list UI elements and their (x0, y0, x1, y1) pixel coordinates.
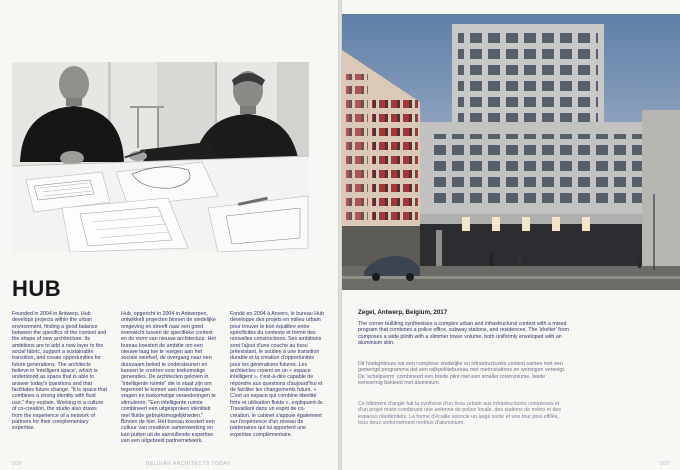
body-column-english: Founded in 2004 in Antwerp, Hub develops projects within the urban environment, finding a good balance between the specifics of the context and the shape of new architecture. Its ambitions are to add a new layer to the social fabric, support a sustainable transition, and create opportunities for future generations. The architects believe in 'intelligent space', which is understood as space that is able to answer today's questions and that facilitates future change. "It is space that combines a strong identity with fluid use," they explain. Working in a culture of co-creation, the studio also draws from the experience of a network of partners for their complementary expertise. (12, 311, 107, 432)
page-title: HUB (12, 276, 62, 301)
body-column-dutch: Hub, opgericht in 2004 in Antwerpen, ontwikkelt projecten binnen de stedelijke omgeving en streeft naar een goed evenwicht tussen de specifieke context en de vorm van nieuwe architectuur. Het bureau koestert de ambitie om een nieuwe laag toe te voegen aan het sociale weefsel, de overgang naar een duurzaam beleid te ondersteunen en kansen te creëren voor toekomstige generaties. De architecten geloven in "intelligente ruimte" die in staat zijn om tegemoet te komen aan hedendaagse vragen en toekomstige veranderingen te stimuleren. "Een intelligente ruimte combineert een uitgesproken identiteit met fluïde gebruiksmogelijkheden." Binnen de hier. Het bureau koestert een cultuur van creatieve samenwerking en kan putten uit de aanvullende expertise van een uitgebreid partnernetwerk. (121, 311, 216, 444)
building-photo (342, 14, 680, 290)
body-column-french: Fondé en 2004 à Anvers, le bureau Hub développe des projets en milieu urbain pour trouver le bon équilibre entre spécificités du contexte et forme des nouvelles constructions. Ses ambitions sont l'ajout d'une couche au tissu préexistant, le soutien à une transition durable et la création d'opportunités pour les générations futures. Les architectes croient en un « espace intelligent », c'est-à-dire capable de répondre aux questions d'aujourd'hui et de faciliter les changements futurs. « C'est un espace qui combine identité forte et utilisation fluide », expliquent-ils. Travaillant dans un esprit de co-création, le cabinet s'appuie également sur l'expérience d'un réseau de partenaires qui lui apportent une expertise complémentaire. (230, 311, 324, 438)
architects-photo (12, 62, 309, 252)
project-text-french: Ce bâtiment d'angle fait la synthèse d'un tissu urbain aux infrastructures complexes et d'un projet mixte combinant une antenne de police locale, des stations de métro et des espaces résidentiels. La forme d'écaille associe un large socle et une tour plus effilée, tous deux uniformément revêtus d'aluminium. (358, 401, 562, 427)
running-header: BELGIAN ARCHITECTS TODAY (146, 461, 231, 467)
left-page (0, 0, 338, 470)
page-number-left: 206 (12, 461, 22, 467)
project-caption-title: Zegel, Antwerp, Belgium, 2017 (358, 309, 448, 316)
project-text-dutch: Dit hoekgebouw vat een complexe stedelijke en infrastructurele context samen met een gemengd programma dat een wijkpolitiebureau met metrostations en woningen verenigt. De 'schelpvorm' combineert een brede plint met een smaller torenvolume, beide eenvormig bekleed met aluminium. (358, 361, 566, 387)
project-text-english: The corner building synthesises a complex urban and infrastructural context with a mixed program that combines a police office, subway stations, and residences. The 'shelter' form composes a wide plinth with a slimmer tower volume, both uniformly enveloped with an aluminium skin. (358, 321, 569, 347)
right-page (342, 0, 680, 470)
page-number-right: 207 (660, 461, 670, 467)
